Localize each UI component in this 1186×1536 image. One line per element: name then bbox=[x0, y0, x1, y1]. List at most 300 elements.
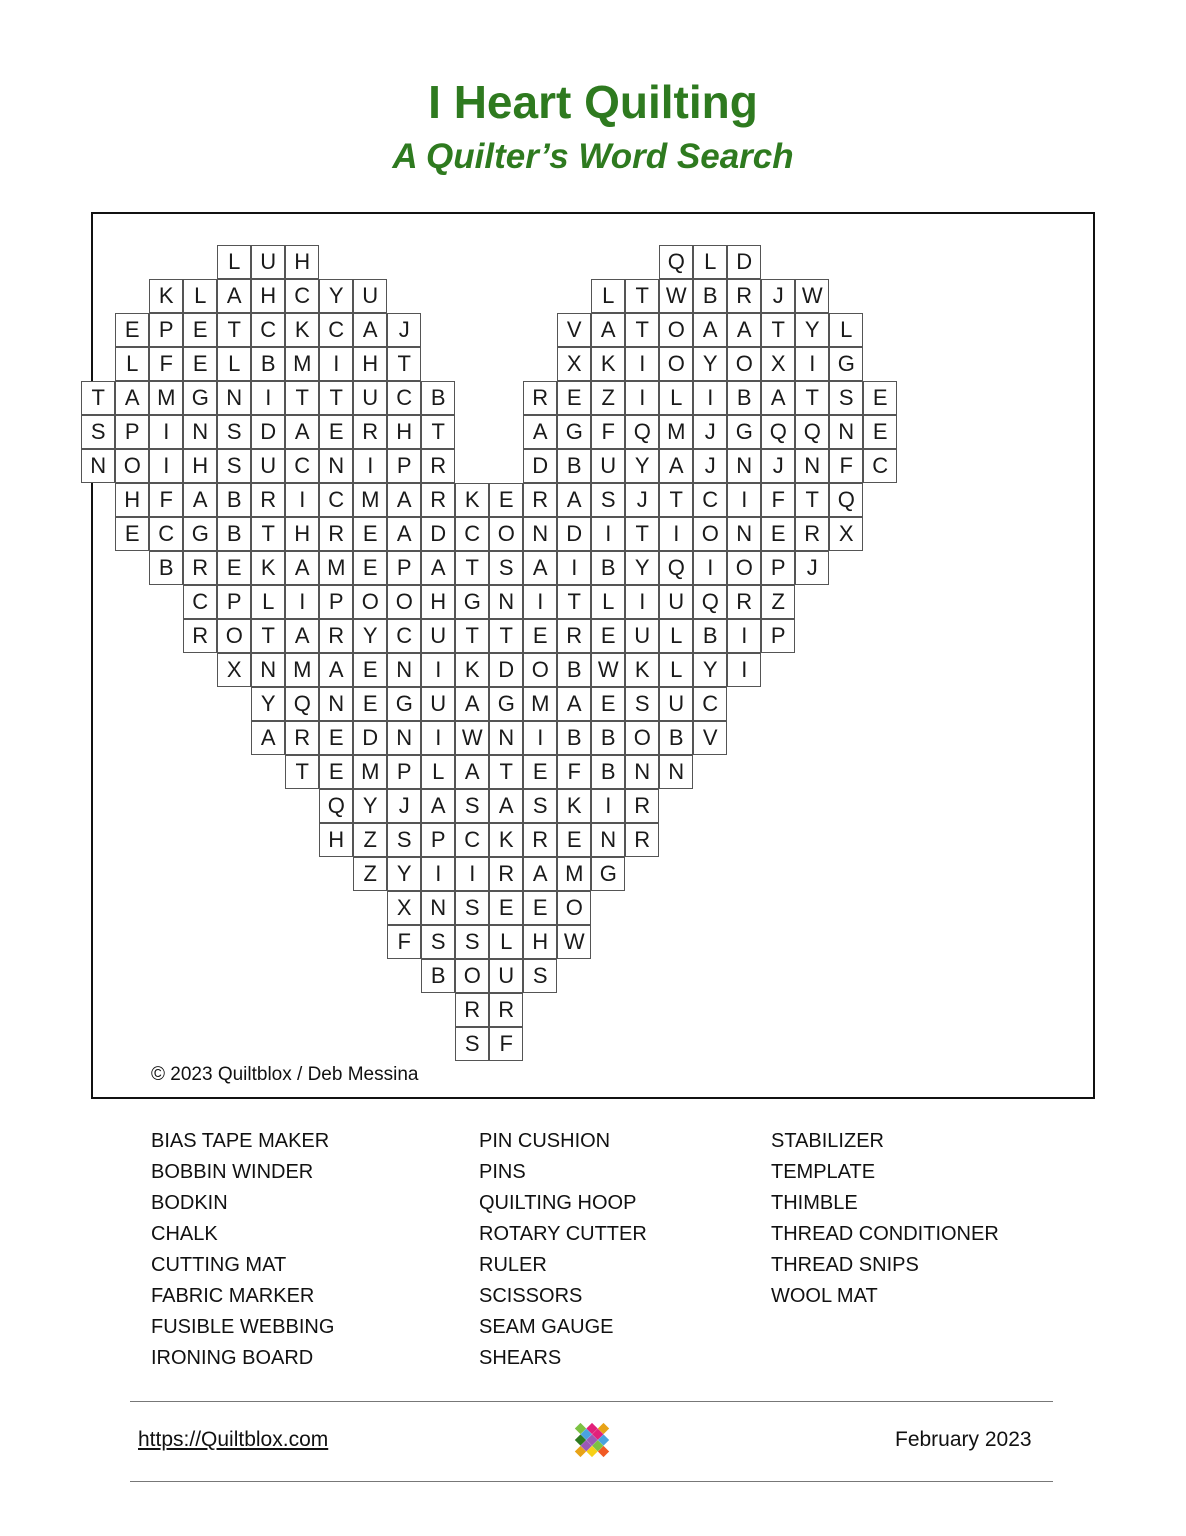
word-list-item: PIN CUSHION bbox=[479, 1130, 611, 1152]
grid-cell: H bbox=[251, 279, 285, 313]
grid-cell: C bbox=[149, 517, 183, 551]
grid-cell: R bbox=[795, 517, 829, 551]
grid-cell: R bbox=[421, 483, 455, 517]
grid-cell: T bbox=[319, 381, 353, 415]
grid-cell: I bbox=[727, 653, 761, 687]
grid-cell: A bbox=[659, 449, 693, 483]
grid-cell: U bbox=[251, 449, 285, 483]
grid-cell: J bbox=[693, 449, 727, 483]
grid-cell: L bbox=[659, 619, 693, 653]
grid-cell: D bbox=[251, 415, 285, 449]
grid-cell: A bbox=[115, 381, 149, 415]
grid-cell: J bbox=[387, 789, 421, 823]
word-list-item: CHALK bbox=[151, 1223, 218, 1245]
grid-cell: M bbox=[319, 551, 353, 585]
grid-cell: E bbox=[319, 721, 353, 755]
grid-cell: M bbox=[285, 347, 319, 381]
grid-cell: T bbox=[387, 347, 421, 381]
word-list-item: BOBBIN WINDER bbox=[151, 1161, 314, 1183]
grid-cell: T bbox=[625, 279, 659, 313]
grid-cell: F bbox=[387, 925, 421, 959]
grid-cell: N bbox=[217, 381, 251, 415]
grid-cell: E bbox=[353, 551, 387, 585]
grid-cell: I bbox=[625, 347, 659, 381]
grid-cell: L bbox=[591, 585, 625, 619]
grid-cell: K bbox=[149, 279, 183, 313]
grid-cell: G bbox=[727, 415, 761, 449]
page-title: I Heart Quilting bbox=[428, 76, 758, 128]
grid-cell: H bbox=[421, 585, 455, 619]
word-list-item: IRONING BOARD bbox=[151, 1347, 314, 1369]
grid-cell: O bbox=[693, 517, 727, 551]
grid-cell: Q bbox=[693, 585, 727, 619]
grid-cell: C bbox=[285, 449, 319, 483]
grid-cell: D bbox=[489, 653, 523, 687]
grid-cell: N bbox=[387, 653, 421, 687]
grid-cell: E bbox=[353, 517, 387, 551]
grid-cell: N bbox=[489, 721, 523, 755]
grid-cell: K bbox=[625, 653, 659, 687]
grid-cell: B bbox=[693, 619, 727, 653]
grid-cell: T bbox=[761, 313, 795, 347]
grid-cell: U bbox=[659, 687, 693, 721]
grid-cell: H bbox=[285, 245, 319, 279]
grid-cell: E bbox=[217, 551, 251, 585]
grid-cell: G bbox=[387, 687, 421, 721]
grid-cell: R bbox=[285, 721, 319, 755]
grid-cell: E bbox=[761, 517, 795, 551]
grid-cell: B bbox=[659, 721, 693, 755]
copyright-text: © 2023 Quiltblox / Deb Messina bbox=[151, 1064, 419, 1085]
grid-cell: J bbox=[625, 483, 659, 517]
grid-cell: C bbox=[251, 313, 285, 347]
grid-cell: A bbox=[217, 279, 251, 313]
grid-cell: I bbox=[353, 449, 387, 483]
grid-cell: L bbox=[115, 347, 149, 381]
grid-cell: Z bbox=[761, 585, 795, 619]
grid-cell: O bbox=[523, 653, 557, 687]
grid-cell: O bbox=[659, 313, 693, 347]
grid-cell: O bbox=[727, 551, 761, 585]
grid-cell: J bbox=[761, 449, 795, 483]
grid-cell: C bbox=[455, 823, 489, 857]
grid-cell: F bbox=[557, 755, 591, 789]
grid-cell: R bbox=[455, 993, 489, 1027]
grid-cell: O bbox=[217, 619, 251, 653]
grid-cell: R bbox=[319, 517, 353, 551]
grid-cell: B bbox=[149, 551, 183, 585]
grid-cell: U bbox=[353, 381, 387, 415]
grid-cell: Z bbox=[353, 857, 387, 891]
grid-cell: T bbox=[489, 755, 523, 789]
grid-cell: L bbox=[659, 381, 693, 415]
footer-divider-bottom bbox=[130, 1481, 1053, 1482]
grid-cell: E bbox=[523, 755, 557, 789]
grid-cell: W bbox=[455, 721, 489, 755]
grid-cell: U bbox=[591, 449, 625, 483]
grid-cell: U bbox=[421, 619, 455, 653]
grid-cell: A bbox=[727, 313, 761, 347]
grid-cell: Q bbox=[795, 415, 829, 449]
grid-cell: K bbox=[591, 347, 625, 381]
footer-divider-top bbox=[130, 1401, 1053, 1402]
grid-cell: P bbox=[421, 823, 455, 857]
grid-cell: S bbox=[217, 449, 251, 483]
grid-cell: Y bbox=[693, 347, 727, 381]
grid-cell: O bbox=[387, 585, 421, 619]
grid-cell: R bbox=[523, 483, 557, 517]
puzzle-frame bbox=[91, 212, 1095, 1099]
grid-cell: N bbox=[251, 653, 285, 687]
grid-cell: R bbox=[183, 619, 217, 653]
grid-cell: G bbox=[829, 347, 863, 381]
grid-cell: Y bbox=[625, 449, 659, 483]
grid-cell: D bbox=[353, 721, 387, 755]
grid-cell: E bbox=[591, 619, 625, 653]
grid-cell: T bbox=[455, 551, 489, 585]
grid-cell: Q bbox=[659, 551, 693, 585]
grid-cell: C bbox=[693, 687, 727, 721]
word-list-column-1 bbox=[151, 1126, 334, 1374]
grid-cell: R bbox=[183, 551, 217, 585]
grid-cell: J bbox=[693, 415, 727, 449]
grid-cell: F bbox=[489, 1027, 523, 1061]
grid-cell: Q bbox=[625, 415, 659, 449]
grid-cell: A bbox=[421, 551, 455, 585]
grid-cell: R bbox=[421, 449, 455, 483]
grid-cell: R bbox=[727, 585, 761, 619]
grid-cell: P bbox=[115, 415, 149, 449]
grid-cell: T bbox=[795, 381, 829, 415]
grid-cell: Y bbox=[693, 653, 727, 687]
grid-cell: A bbox=[353, 313, 387, 347]
grid-cell: P bbox=[387, 449, 421, 483]
grid-cell: N bbox=[81, 449, 115, 483]
grid-cell: L bbox=[591, 279, 625, 313]
grid-cell: Q bbox=[761, 415, 795, 449]
grid-cell: E bbox=[183, 313, 217, 347]
grid-cell: P bbox=[387, 551, 421, 585]
grid-cell: G bbox=[183, 517, 217, 551]
grid-cell: J bbox=[387, 313, 421, 347]
grid-cell: R bbox=[523, 823, 557, 857]
grid-cell: P bbox=[761, 619, 795, 653]
grid-cell: F bbox=[829, 449, 863, 483]
grid-cell: O bbox=[353, 585, 387, 619]
grid-cell: H bbox=[115, 483, 149, 517]
grid-cell: N bbox=[795, 449, 829, 483]
grid-cell: E bbox=[115, 313, 149, 347]
grid-cell: S bbox=[455, 1027, 489, 1061]
grid-cell: S bbox=[625, 687, 659, 721]
grid-cell: R bbox=[523, 381, 557, 415]
grid-cell: E bbox=[319, 755, 353, 789]
word-search-grid bbox=[90, 214, 1093, 1097]
grid-cell: S bbox=[829, 381, 863, 415]
grid-cell: A bbox=[285, 619, 319, 653]
grid-cell: P bbox=[387, 755, 421, 789]
grid-cell: C bbox=[455, 517, 489, 551]
grid-cell: D bbox=[421, 517, 455, 551]
grid-cell: H bbox=[523, 925, 557, 959]
grid-cell: L bbox=[693, 245, 727, 279]
word-list-item: ROTARY CUTTER bbox=[479, 1223, 647, 1245]
grid-cell: E bbox=[523, 891, 557, 925]
word-list-item: QUILTING HOOP bbox=[479, 1192, 637, 1214]
grid-cell: A bbox=[285, 551, 319, 585]
grid-cell: C bbox=[863, 449, 897, 483]
grid-cell: H bbox=[183, 449, 217, 483]
grid-cell: T bbox=[285, 755, 319, 789]
grid-cell: Y bbox=[795, 313, 829, 347]
grid-cell: O bbox=[489, 517, 523, 551]
grid-cell: A bbox=[557, 483, 591, 517]
grid-cell: H bbox=[285, 517, 319, 551]
grid-cell: T bbox=[285, 381, 319, 415]
grid-cell: A bbox=[455, 755, 489, 789]
grid-cell: M bbox=[353, 483, 387, 517]
grid-cell: F bbox=[761, 483, 795, 517]
grid-cell: S bbox=[81, 415, 115, 449]
grid-cell: E bbox=[863, 381, 897, 415]
grid-cell: N bbox=[523, 517, 557, 551]
grid-cell: W bbox=[659, 279, 693, 313]
grid-cell: V bbox=[557, 313, 591, 347]
grid-cell: M bbox=[353, 755, 387, 789]
grid-cell: X bbox=[217, 653, 251, 687]
word-list-item: TEMPLATE bbox=[771, 1161, 876, 1183]
word-list-item: THREAD SNIPS bbox=[771, 1254, 919, 1276]
grid-cell: O bbox=[115, 449, 149, 483]
grid-cell: B bbox=[557, 449, 591, 483]
grid-cell: B bbox=[727, 381, 761, 415]
grid-cell: F bbox=[149, 483, 183, 517]
grid-cell: N bbox=[591, 823, 625, 857]
grid-cell: A bbox=[761, 381, 795, 415]
grid-cell: N bbox=[421, 891, 455, 925]
grid-cell: I bbox=[285, 483, 319, 517]
grid-cell: R bbox=[557, 619, 591, 653]
grid-cell: W bbox=[557, 925, 591, 959]
grid-cell: B bbox=[591, 755, 625, 789]
grid-cell: C bbox=[319, 313, 353, 347]
grid-cell: M bbox=[557, 857, 591, 891]
grid-cell: A bbox=[183, 483, 217, 517]
grid-cell: R bbox=[625, 823, 659, 857]
grid-cell: I bbox=[149, 415, 183, 449]
grid-cell: T bbox=[251, 619, 285, 653]
grid-cell: X bbox=[761, 347, 795, 381]
grid-cell: E bbox=[557, 381, 591, 415]
grid-cell: C bbox=[387, 381, 421, 415]
grid-cell: I bbox=[659, 517, 693, 551]
grid-cell: I bbox=[319, 347, 353, 381]
grid-cell: Q bbox=[319, 789, 353, 823]
grid-cell: E bbox=[591, 687, 625, 721]
grid-cell: Y bbox=[353, 619, 387, 653]
grid-cell: S bbox=[455, 925, 489, 959]
grid-cell: Y bbox=[353, 789, 387, 823]
grid-cell: A bbox=[319, 653, 353, 687]
grid-cell: I bbox=[693, 551, 727, 585]
grid-cell: A bbox=[455, 687, 489, 721]
grid-cell: T bbox=[557, 585, 591, 619]
grid-cell: T bbox=[625, 517, 659, 551]
word-list-item: BIAS TAPE MAKER bbox=[151, 1130, 330, 1152]
grid-cell: L bbox=[489, 925, 523, 959]
grid-cell: A bbox=[251, 721, 285, 755]
grid-cell: N bbox=[659, 755, 693, 789]
grid-cell: X bbox=[829, 517, 863, 551]
word-list-column-2 bbox=[479, 1126, 647, 1374]
grid-cell: C bbox=[387, 619, 421, 653]
grid-cell: W bbox=[591, 653, 625, 687]
website-link[interactable]: https://Quiltblox.com bbox=[138, 1428, 329, 1451]
grid-cell: R bbox=[489, 857, 523, 891]
grid-cell: Q bbox=[659, 245, 693, 279]
grid-cell: N bbox=[727, 517, 761, 551]
grid-cell: Y bbox=[319, 279, 353, 313]
grid-cell: E bbox=[319, 415, 353, 449]
grid-cell: O bbox=[455, 959, 489, 993]
grid-cell: E bbox=[489, 483, 523, 517]
quiltblox-logo-icon bbox=[566, 1416, 618, 1464]
grid-cell: I bbox=[149, 449, 183, 483]
grid-cell: Y bbox=[387, 857, 421, 891]
grid-cell: R bbox=[625, 789, 659, 823]
grid-cell: K bbox=[557, 789, 591, 823]
grid-cell: H bbox=[353, 347, 387, 381]
grid-cell: B bbox=[557, 721, 591, 755]
grid-cell: N bbox=[183, 415, 217, 449]
word-list-item: RULER bbox=[479, 1254, 547, 1276]
grid-cell: U bbox=[625, 619, 659, 653]
grid-cell: O bbox=[659, 347, 693, 381]
grid-cell: A bbox=[523, 551, 557, 585]
grid-cell: E bbox=[353, 687, 387, 721]
grid-cell: A bbox=[387, 483, 421, 517]
grid-cell: I bbox=[455, 857, 489, 891]
grid-cell: B bbox=[217, 483, 251, 517]
grid-cell: K bbox=[489, 823, 523, 857]
word-list-item: CUTTING MAT bbox=[151, 1254, 287, 1276]
grid-cell: X bbox=[557, 347, 591, 381]
grid-cell: G bbox=[489, 687, 523, 721]
grid-cell: S bbox=[591, 483, 625, 517]
grid-cell: P bbox=[319, 585, 353, 619]
grid-cell: M bbox=[149, 381, 183, 415]
grid-cell: Q bbox=[829, 483, 863, 517]
grid-cell: I bbox=[421, 653, 455, 687]
grid-cell: B bbox=[251, 347, 285, 381]
grid-cell: H bbox=[387, 415, 421, 449]
grid-cell: B bbox=[421, 959, 455, 993]
grid-cell: E bbox=[115, 517, 149, 551]
grid-cell: V bbox=[693, 721, 727, 755]
grid-cell: A bbox=[591, 313, 625, 347]
grid-cell: G bbox=[455, 585, 489, 619]
grid-cell: L bbox=[217, 347, 251, 381]
grid-cell: L bbox=[251, 585, 285, 619]
word-list-item: FUSIBLE WEBBING bbox=[151, 1316, 335, 1338]
grid-cell: N bbox=[319, 449, 353, 483]
grid-cell: R bbox=[319, 619, 353, 653]
grid-cell: I bbox=[251, 381, 285, 415]
grid-cell: G bbox=[183, 381, 217, 415]
grid-cell: I bbox=[727, 483, 761, 517]
grid-cell: T bbox=[421, 415, 455, 449]
grid-cell: C bbox=[693, 483, 727, 517]
grid-cell: A bbox=[387, 517, 421, 551]
word-list-item: SHEARS bbox=[479, 1347, 562, 1369]
grid-cell: O bbox=[727, 347, 761, 381]
grid-cell: I bbox=[421, 857, 455, 891]
grid-cell: L bbox=[421, 755, 455, 789]
grid-cell: W bbox=[795, 279, 829, 313]
grid-cell: O bbox=[557, 891, 591, 925]
grid-cell: Z bbox=[353, 823, 387, 857]
grid-cell: B bbox=[217, 517, 251, 551]
grid-cell: S bbox=[421, 925, 455, 959]
word-list-item: PINS bbox=[479, 1161, 526, 1183]
grid-cell: S bbox=[455, 891, 489, 925]
grid-cell: R bbox=[727, 279, 761, 313]
grid-cell: H bbox=[319, 823, 353, 857]
grid-cell: P bbox=[217, 585, 251, 619]
grid-cell: P bbox=[149, 313, 183, 347]
grid-cell: L bbox=[183, 279, 217, 313]
grid-cell: A bbox=[693, 313, 727, 347]
grid-cell: G bbox=[591, 857, 625, 891]
grid-cell: S bbox=[455, 789, 489, 823]
grid-cell: E bbox=[863, 415, 897, 449]
grid-cell: L bbox=[659, 653, 693, 687]
publication-date: February 2023 bbox=[895, 1428, 1032, 1451]
grid-cell: N bbox=[319, 687, 353, 721]
grid-cell: I bbox=[557, 551, 591, 585]
grid-cell: I bbox=[795, 347, 829, 381]
grid-cell: R bbox=[251, 483, 285, 517]
grid-cell: A bbox=[421, 789, 455, 823]
grid-cell: U bbox=[353, 279, 387, 313]
grid-cell: T bbox=[489, 619, 523, 653]
grid-cell: K bbox=[455, 483, 489, 517]
grid-cell: I bbox=[421, 721, 455, 755]
grid-cell: I bbox=[727, 619, 761, 653]
grid-cell: T bbox=[795, 483, 829, 517]
page-subtitle: A Quilter’s Word Search bbox=[392, 137, 794, 176]
grid-cell: M bbox=[523, 687, 557, 721]
word-list-item: THIMBLE bbox=[771, 1192, 858, 1214]
grid-cell: A bbox=[489, 789, 523, 823]
grid-cell: D bbox=[523, 449, 557, 483]
grid-cell: B bbox=[421, 381, 455, 415]
grid-cell: T bbox=[659, 483, 693, 517]
grid-cell: K bbox=[285, 313, 319, 347]
grid-cell: S bbox=[523, 959, 557, 993]
grid-cell: R bbox=[353, 415, 387, 449]
grid-cell: C bbox=[183, 585, 217, 619]
grid-cell: I bbox=[591, 789, 625, 823]
grid-cell: B bbox=[557, 653, 591, 687]
grid-cell: K bbox=[455, 653, 489, 687]
grid-cell: J bbox=[761, 279, 795, 313]
grid-cell: F bbox=[591, 415, 625, 449]
word-list-column-3 bbox=[771, 1126, 999, 1312]
grid-cell: T bbox=[217, 313, 251, 347]
grid-cell: T bbox=[251, 517, 285, 551]
grid-cell: A bbox=[557, 687, 591, 721]
